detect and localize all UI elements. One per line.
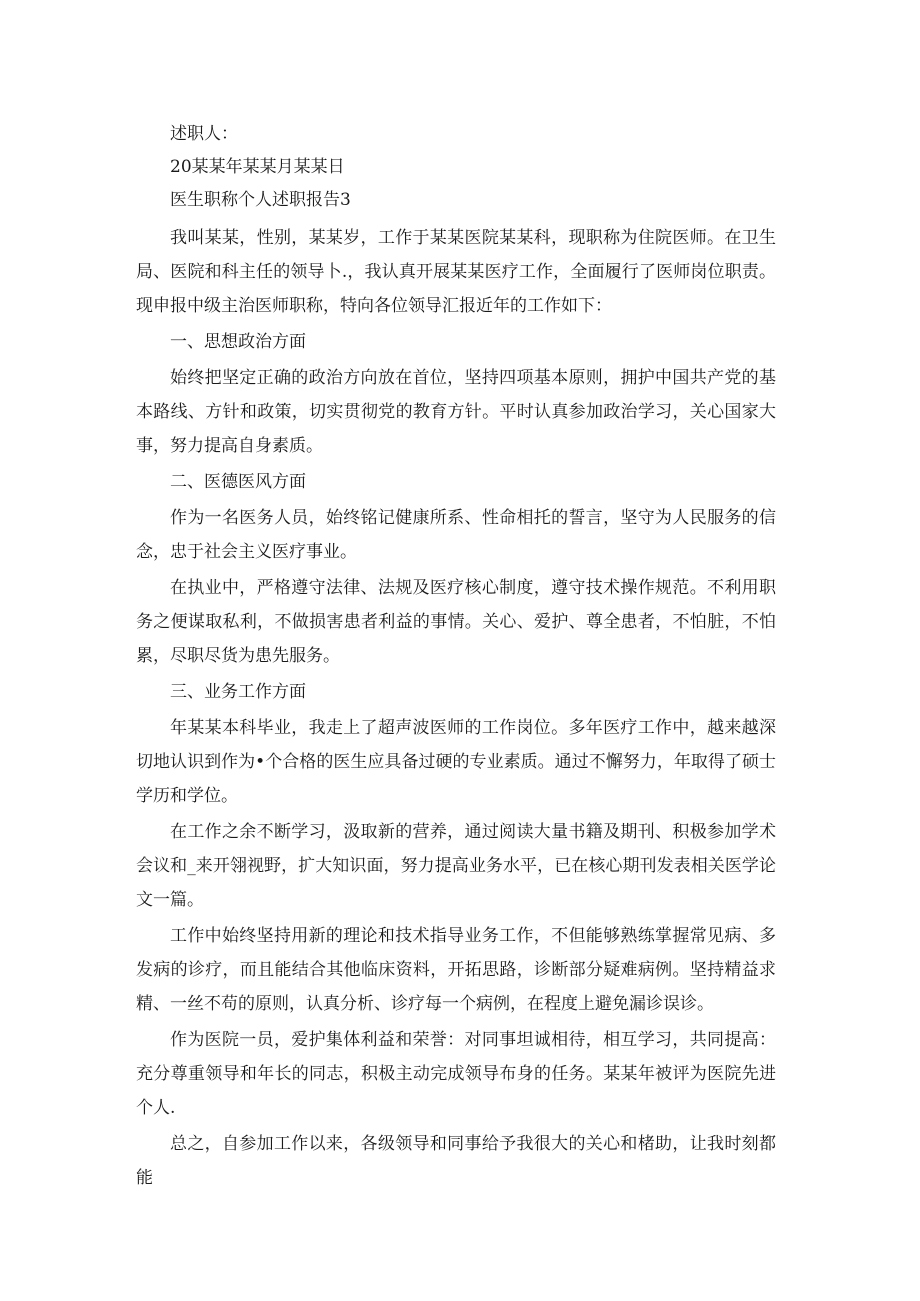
paragraph-political: 始终把坚定正确的政治方向放在首位，坚持四项基本原则，拥护中国共产党的基本路线、方针和政策，切实贯彻党的教育方针。平时认真参加政治学习，关心国家大事，努力提高自身素质。 bbox=[136, 368, 776, 456]
document-body bbox=[136, 118, 776, 1195]
report-date: 20某某年某某月某某日 bbox=[170, 157, 345, 177]
report-title: 医生职称个人述职报告3 bbox=[170, 190, 351, 210]
paragraph-ethics-1: 作为一名医务人员，始终铭记健康所系、性命相托的誓言，坚守为人民服务的信念，忠于社会主义医疗事业。 bbox=[136, 508, 776, 562]
section-heading-ethics: 二、医德医风方面 bbox=[170, 472, 306, 492]
paragraph-work-1: 年某某本科毕业，我走上了超声波医师的工作岗位。多年医疗工作中，越来越深切地认识到作为•个合格的医生应具备过硬的专业素质。通过不懈努力，年取得了硕士学历和学位。 bbox=[136, 718, 776, 806]
section-heading-political: 一、思想政治方面 bbox=[170, 332, 306, 352]
reporter-label: 述职人： bbox=[170, 124, 238, 144]
paragraph-work-2: 在工作之余不断学习，汲取新的营养，通过阅读大量书籍及期刊、积极参加学术会议和_来开翎视野，扩大知识面，努力提高业务水平，已在核心期刊发表相关医学论文一篇。 bbox=[136, 822, 776, 910]
paragraph-intro: 我叫某某，性别，某某岁，工作于某某医院某某科，现职称为住院医师。在卫生局、医院和科主任的领导卜.，我认真开展某某医疗工作，全面履行了医师岗位职责。现申报中级主治医师职称，特向各位领导汇报近年的工作如下： bbox=[136, 228, 776, 316]
paragraph-ethics-2: 在执业中，严格遵守法律、法规及医疗核心制度，遵守技术操作规范。不利用职务之便谋取私利，不做损害患者利益的事情。关心、爱护、尊全患者，不怕脏，不怕累，尽职尽货为患先服务。 bbox=[136, 578, 776, 666]
section-heading-work: 三、业务工作方面 bbox=[170, 682, 306, 702]
paragraph-work-3: 工作中始终坚持用新的理论和技术指导业务工作，不但能够熟练掌握常见病、多发病的诊疗，而且能结合其他临床资料，开拓思路，诊断部分疑难病例。坚持精益求精、一丝不苟的原则，认真分析、诊疗每一个病例，在程度上避免漏诊误诊。 bbox=[136, 926, 776, 1014]
paragraph-work-4: 作为医院一员，爱护集体利益和荣誉：对同事坦诚相待，相互学习，共同提高：充分尊重领导和年长的同志，积极主动完成领导布身的任务。某某年被评为医院先进个人. bbox=[136, 1030, 776, 1118]
paragraph-summary: 总之，自参加工作以来，各级领导和同事给予我很大的关心和楮助，让我时刻都能 bbox=[136, 1134, 776, 1188]
